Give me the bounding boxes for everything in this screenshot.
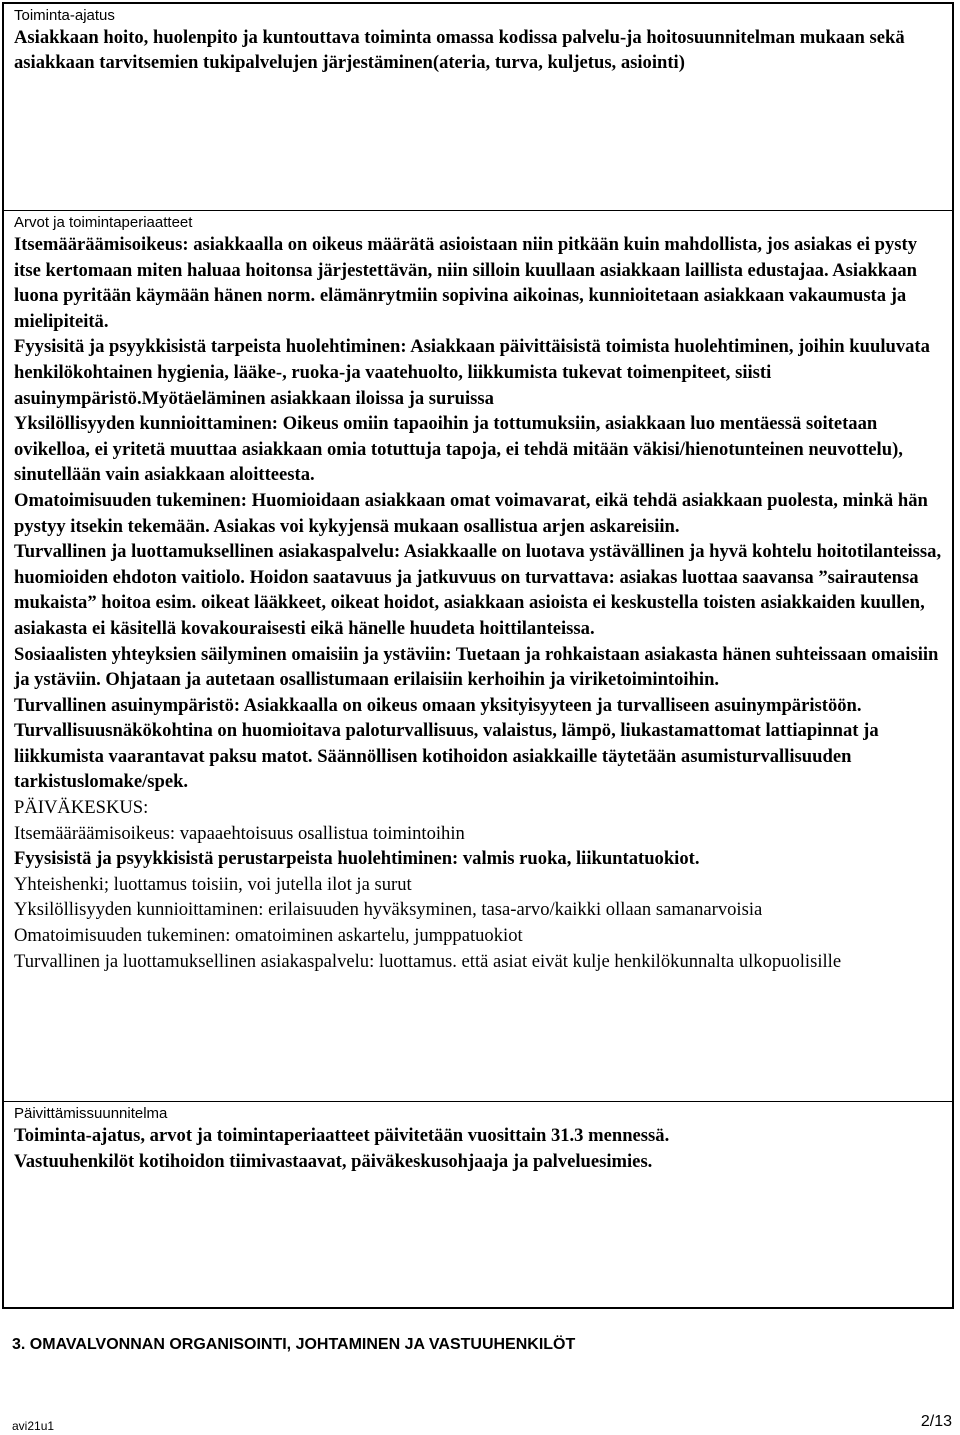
values-paragraph: Turvallinen ja luottamuksellinen asiakaspalvelu: luottamus. että asiat eivät kulje henkilökunnalta ulkopuolisille (14, 950, 842, 972)
update-section (4, 1101, 952, 1307)
update-label: Päivittämissuunnitelma (14, 1105, 168, 1122)
values-paragraph: Turvallinen asuinympäristö: Asiakkaalla on oikeus omaan yksityisyyteen ja turvalliseen asuinympäristöön. Turvallisuusnäkökohtina on huomioitava paloturvallisuus, valaistus, lämpö, liukastamattomat lattiapinnat ja liikkumista vaarantavat paksu matot. Säännöllisen kotihoidon asiakkaille täytetään asumisturvallisuuden tarkistuslomake/spek. (14, 694, 879, 793)
values-paragraph: Fyysisitä ja psyykkisistä tarpeista huolehtiminen: Asiakkaan päivittäisistä toimista huolehtiminen, joihin kuuluvata henkilökohtainen hygienia, lääke-, ruoka-ja vaatehuolto, liikkumista tukevat toimenpiteet, siisti asuinympäristö.Myötäeläminen asiakkaan iloissa ja suruissa (14, 336, 930, 409)
values-paragraph: Fyysisistä ja psyykkisistä perustarpeista huolehtiminen: valmis ruoka, liikuntatuokiot. (14, 848, 700, 870)
values-paragraph: Yksilöllisyyden kunnioittaminen: Oikeus omiin tapaoihin ja tottumuksiin, asiakkaan luo mentäessä soitetaan ovikelloa, ei yritetä muuttaa asiakkaan omia totuttuja tapoja, ei tehdä mitään väkisi/hienotunteinen neuvottelu), sinutellään vain asiakkaan aloitteesta. (14, 413, 903, 486)
values-paragraph: Itsemääräämisoikeus: vapaaehtoisuus osallistua toimintoihin (14, 822, 465, 844)
values-paragraph: Turvallinen ja luottamuksellinen asiakaspalvelu: Asiakkaalle on luotava ystävällinen ja hyvä kohtelu hoitotilanteissa, huomioiden ehdoton vaitiolo. Hoidon saatavuus ja jatkuvuus on turvattava: asiakas luottaa saavansa ”sairautensa mukaista” hoitoa esim. oikeat lääkkeet, oikeat hoidot, asiakkaan asioista ei keskustella toisten asiakkaiden kuullen, asiakasta ei käsitellä kovakouraisesti eikä hänelle huudeta hoittilanteissa. (14, 541, 942, 639)
page-number: 2/13 (920, 1413, 952, 1430)
mission-label: Toiminta-ajatus (14, 7, 115, 24)
values-paragraph: Omatoimisuuden tukeminen: omatoiminen askartelu, jumppatuokiot (14, 925, 523, 947)
section-title: 3. OMAVALVONNAN ORGANISOINTI, JOHTAMINEN JA VASTUUHENKILÖT (12, 1336, 576, 1353)
values-paragraph: Itsemääräämisoikeus: asiakkaalla on oikeus määrätä asioistaan niin pitkään kuin mahdollista, jos asiakas ei pysty itse kertomaan miten haluaa hoitonsa järjestettävän, niin silloin kuullaan asiakkaan laillista edustajaa. Asiakkaan luona pyritään käymään hänen norm. elämänrytmiin sopivina aikoinas, kunnioitetaan asiakkaan vakaumusta ja mielipiteitä. (14, 234, 917, 332)
values-label: Arvot ja toimintaperiaatteet (14, 214, 193, 231)
values-paragraph: Yhteishenki; luottamus toisiin, voi jutella ilot ja surut (14, 873, 412, 895)
values-section (4, 210, 952, 1101)
update-paragraph: Toiminta-ajatus, arvot ja toimintaperiaatteet päivitetään vuosittain 31.3 mennessä. (14, 1125, 670, 1146)
mission-section (4, 4, 952, 210)
mission-text: Asiakkaan hoito, huolenpito ja kuntouttava toiminta omassa kodissa palvelu-ja hoitosuunnitelman mukaan sekä asiakkaan tarvitsemien tukipalvelujen järjestäminen(ateria, turva, kuljetus, asiointi) (14, 27, 905, 73)
values-paragraph: Sosiaalisten yhteyksien säilyminen omaisiin ja ystäviin: Tuetaan ja rohkaistaan asiakasta hänen suhteissaan omaisiin ja ystäviin. Ohjataan ja autetaan osallistumaan erilaisiin kerhoihin ja viriketoimintoihin. (14, 643, 939, 691)
day-center-heading: PÄIVÄKESKUS: (14, 797, 149, 819)
doc-code: avi21u1 (12, 1419, 55, 1433)
values-paragraph: Omatoimisuuden tukeminen: Huomioidaan asiakkaan omat voimavarat, eikä tehdä asiakkaan puolesta, minkä hän pystyy itsekin tekemään. Asiakas voi kykyjensä mukaan osallistua arjen askareisiin. (14, 489, 928, 537)
values-paragraph: Yksilöllisyyden kunnioittaminen: erilaisuuden hyväksyminen, tasa-arvo/kaikki ollaan samanarvoisia (14, 899, 763, 921)
update-paragraph: Vastuuhenkilöt kotihoidon tiimivastaavat, päiväkeskusohjaaja ja palveluesimies. (14, 1150, 653, 1172)
form-box (2, 2, 954, 1309)
